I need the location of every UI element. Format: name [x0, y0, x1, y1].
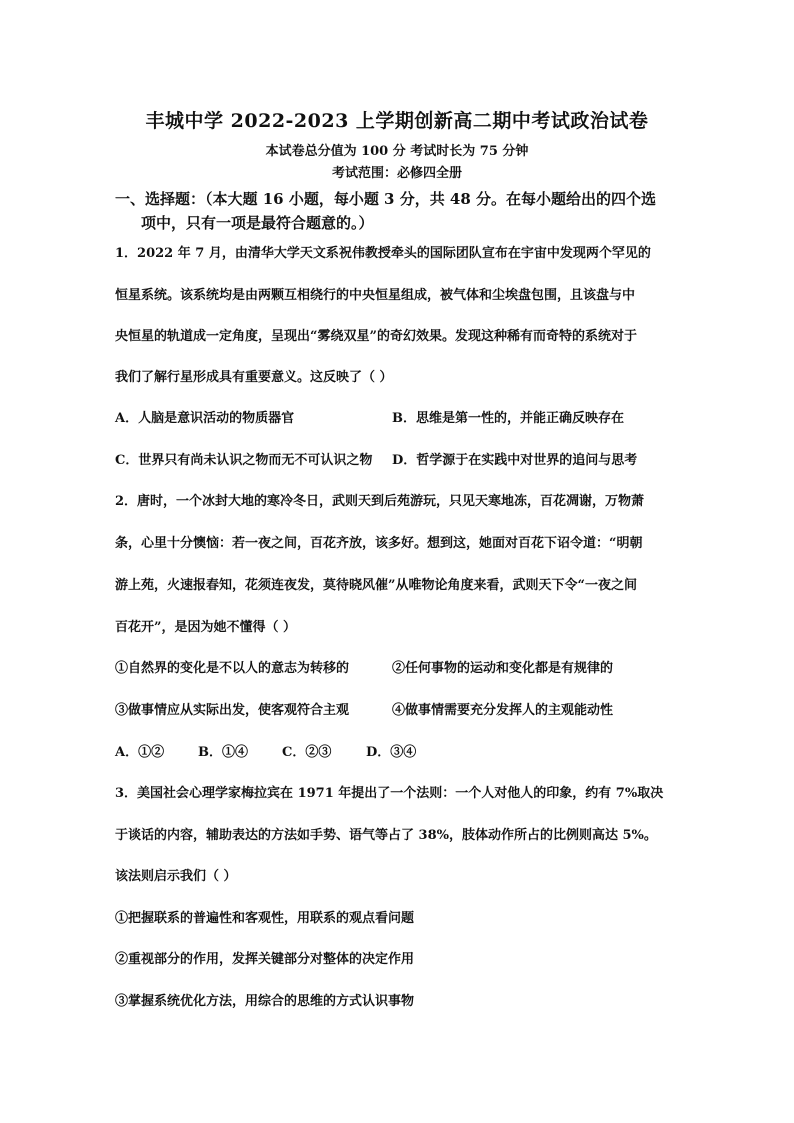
question-1-option-b: B．思维是第一性的，并能正确反映存在 [392, 411, 624, 426]
question-3-item-2: ②重视部分的作用，发挥关键部分对整体的决定作用 [115, 952, 415, 967]
question-3-line: 该法则启示我们（ ） [115, 869, 237, 884]
question-2-item-4: ④做事情需要充分发挥人的主观能动性 [392, 703, 614, 718]
question-1-line: 1．2022 年 7 月，由清华大学天文系祝伟教授牵头的国际团队宣布在宇宙中发现两个罕见的 [115, 246, 651, 261]
question-2-line: 2．唐时，一个冰封大地的寒冷冬日，武则天到后苑游玩，只见天寒地冻，百花凋谢，万物萧 [115, 494, 645, 509]
question-2-option-c: C．②③ [282, 745, 332, 760]
question-2-line: 条，心里十分懊恼：若一夜之间，百花齐放，该多好。想到这，她面对百花下诏令道：“明朝 [115, 536, 643, 551]
question-2-line: 游上苑，火速报春知，花须连夜发，莫待晓风催”从唯物论角度来看，武则天下令“一夜之间 [115, 578, 637, 593]
question-2-item-1: ①自然界的变化是不以人的意志为转移的 [115, 661, 350, 676]
question-1-option-a: A．人脑是意识活动的物质器官 [115, 411, 295, 426]
question-3-line: 3．美国社会心理学家梅拉宾在 1971 年提出了一个法则：一个人对他人的印象，约有 7%取决 [115, 786, 664, 801]
question-3-line: 于谈话的内容，辅助表达的方法如手势、语气等占了 38%，肢体动作所占的比例则高达 5%。 [115, 828, 657, 843]
exam-info-scope: 考试范围：必修四全册 [331, 166, 462, 181]
question-1-line: 我们了解行星形成具有重要意义。这反映了（ ） [115, 370, 393, 385]
question-3-item-1: ①把握联系的普遍性和客观性，用联系的观点看问题 [115, 911, 415, 926]
question-2-line: 百花开”，是因为她不懂得（ ） [115, 620, 297, 635]
question-1-option-d: D．哲学源于在实践中对世界的追问与思考 [392, 453, 638, 468]
question-1-option-c: C．世界只有尚未认识之物而无不可认识之物 [115, 453, 373, 468]
question-1-line: 央恒星的轨道成一定角度，呈现出“雾绕双星”的奇幻效果。发现这种稀有而奇特的系统对于 [115, 329, 637, 344]
question-3-item-3: ③掌握系统优化方法，用综合的思维的方式认识事物 [115, 994, 415, 1009]
section-heading-line2: 项中，只有一项是最符合题意的。） [141, 214, 374, 232]
question-2-option-b: B．①④ [198, 745, 248, 760]
page-title: 丰城中学 2022-2023 上学期创新高二期中考试政治试卷 [145, 110, 649, 132]
section-heading [115, 187, 695, 235]
question-2-option-d: D．③④ [366, 745, 417, 760]
question-2-item-2: ②任何事物的运动和变化都是有规律的 [392, 661, 614, 676]
question-2-item-3: ③做事情应从实际出发，使客观符合主观 [115, 703, 350, 718]
question-1-line: 恒星系统。该系统均是由两颗互相绕行的中央恒星组成，被气体和尘埃盘包围，且该盘与中 [115, 288, 636, 303]
question-2-option-a: A．①② [115, 745, 165, 760]
exam-info-score-time: 本试卷总分值为 100 分 考试时长为 75 分钟 [265, 144, 529, 159]
section-heading-line1: 一、选择题：（本大题 16 小题，每小题 3 分，共 48 分。在每小题给出的四个选 [115, 190, 657, 208]
